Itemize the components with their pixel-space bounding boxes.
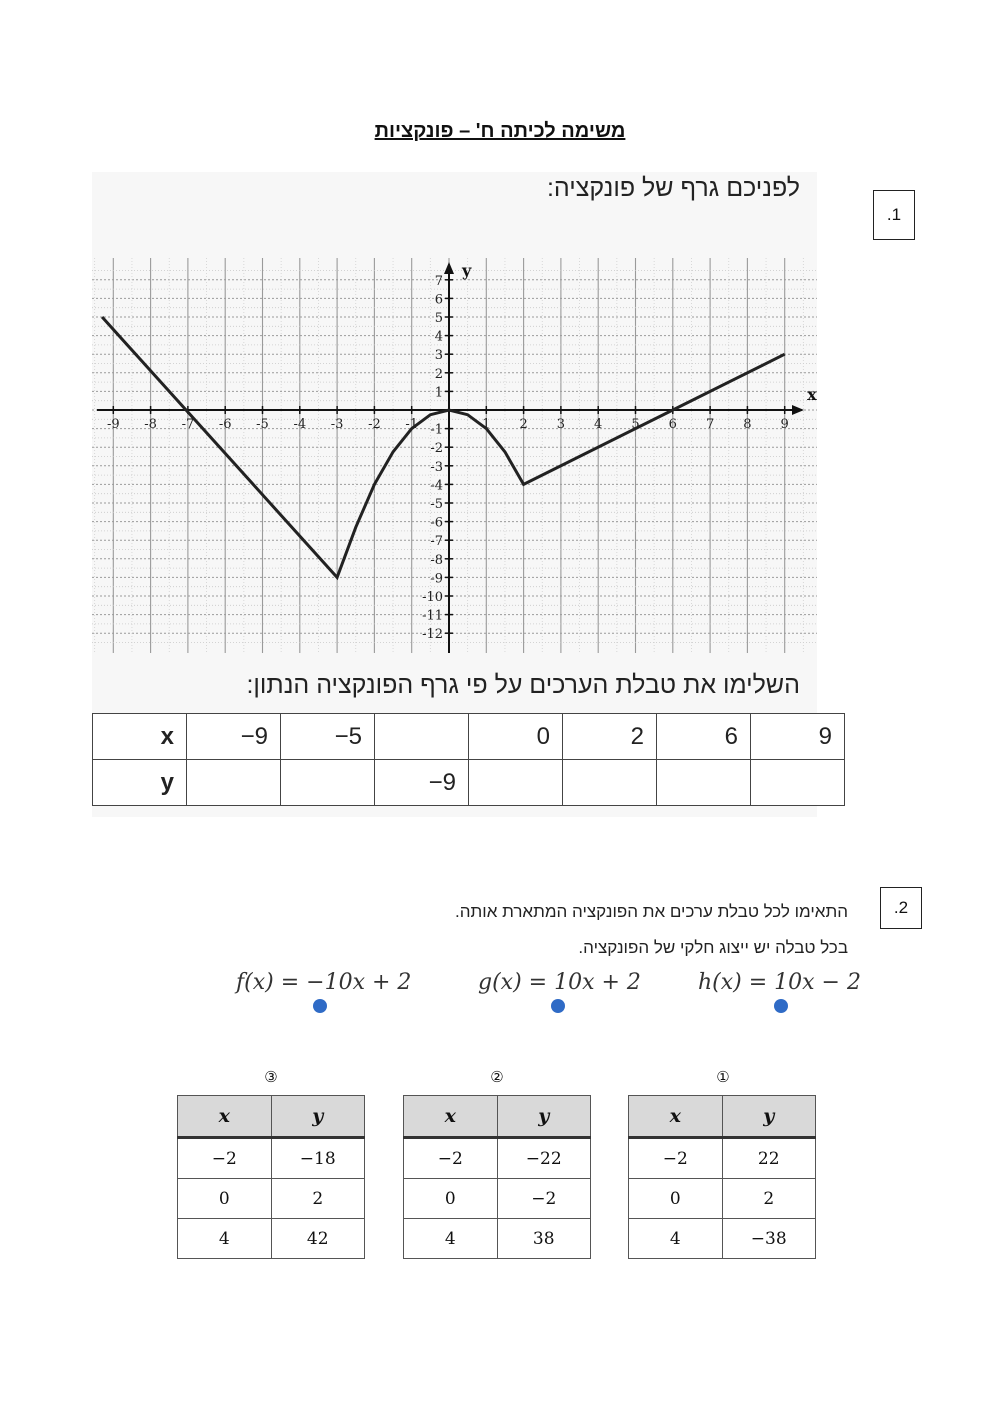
x-tick-label: 3 [556,417,566,432]
y-value-cell: −9 [375,760,469,806]
x-tick-label: 7 [705,417,715,432]
axes [97,262,804,653]
cell: −2 [629,1138,723,1179]
cell: −2 [404,1138,498,1179]
header-y: y [722,1096,816,1138]
x-tick-label: -9 [106,417,120,432]
x-tick-label: 8 [743,417,752,432]
x-tick-label: 9 [780,417,789,432]
table-row [404,1219,591,1259]
grid [92,258,817,653]
x-tick-label: -7 [181,417,195,432]
x-tick-label: -1 [405,417,419,432]
x-tick-label: -4 [293,417,307,432]
y-tick-label: -2 [430,441,443,457]
question-1-instruction: השלימו את טבלת הערכים על פי גרף הפונקציה הנתון: [246,671,800,699]
x-tick-label: -3 [330,417,344,432]
table-row [178,1219,365,1259]
cell: −38 [722,1219,816,1259]
table-marker-3: ③ [264,1069,278,1086]
table-row [629,1138,816,1179]
x-value-cell: −5 [281,714,375,760]
cell: 38 [497,1219,591,1259]
x-tick-label: 4 [594,417,603,432]
x-tick-label: -5 [256,417,269,432]
cell: 22 [722,1138,816,1179]
cell: −18 [271,1138,365,1179]
header-y: y [497,1096,591,1138]
x-value-cell: −9 [187,714,281,760]
cell: 4 [629,1219,723,1259]
cell: 2 [722,1179,816,1219]
y-value-cell[interactable] [563,760,657,806]
page-title: משימה לכיתה ח' – פונקציות [374,120,626,142]
value-table-3 [177,1095,365,1259]
x-tick-label: -8 [144,417,157,432]
question-1-prompt: לפניכם גרף של פונקציה: [546,174,800,202]
table-row [178,1138,365,1179]
y-axis-label: y [462,261,472,280]
table-row [629,1179,816,1219]
x-tick-label: 2 [519,417,528,432]
y-tick-label: 7 [434,273,443,289]
y-value-cell[interactable] [469,760,563,806]
x-value-cell: 2 [563,714,657,760]
y-tick-label: -5 [430,497,443,512]
y-tick-label: -3 [430,459,443,475]
cell: −2 [497,1179,591,1219]
function-graph [92,258,817,653]
table-marker-1: ① [716,1069,730,1086]
header-x: x [629,1096,723,1138]
value-table-1 [628,1095,816,1259]
x-axis-arrow [792,405,804,415]
cell: 2 [271,1179,365,1219]
header-x: x [178,1096,272,1138]
question-2-number: .2 [880,887,922,929]
y-tick-label: -7 [430,534,443,550]
x-tick-label: -6 [218,417,232,432]
y-tick-label: 2 [434,366,443,382]
table-marker-2: ② [490,1069,504,1086]
header-x: x [404,1096,498,1138]
y-value-cell[interactable] [751,760,845,806]
y-tick-label: -6 [430,515,443,531]
x-tick-label: 5 [631,417,640,432]
values-row-y [93,760,845,806]
table-row [404,1138,591,1179]
y-tick-label: -9 [430,571,443,587]
y-tick-label: -12 [422,627,443,643]
match-dot-h[interactable] [774,999,788,1013]
match-dot-g[interactable] [551,999,565,1013]
y-tick-label: 1 [434,385,443,401]
formula-g: g(x) = 10x + 2 [478,970,641,995]
table-row [178,1179,365,1219]
values-table [92,713,845,806]
x-label-cell: x [93,714,187,760]
x-value-cell: 0 [469,714,563,760]
y-tick-label: -1 [430,422,443,438]
y-tick-label: 4 [434,329,443,345]
match-dot-f[interactable] [313,999,327,1013]
cell: 42 [271,1219,365,1259]
y-tick-label: -8 [430,552,443,568]
x-value-cell: 9 [751,714,845,760]
formula-f: f(x) = −10x + 2 [236,970,412,995]
y-label-cell: y [93,760,187,806]
cell: 4 [404,1219,498,1259]
cell: −22 [497,1138,591,1179]
y-tick-label: 5 [434,311,443,326]
table-row [404,1179,591,1219]
cell: −2 [178,1138,272,1179]
y-value-cell[interactable] [281,760,375,806]
y-tick-label: 3 [434,348,443,364]
x-value-cell[interactable] [375,714,469,760]
question-2-note: בכל טבלה יש ייצוג חלקי של הפונקציה. [578,938,848,957]
cell: 4 [178,1219,272,1259]
question-1-number: .1 [873,190,915,240]
cell: 0 [629,1179,723,1219]
x-tick-label: 1 [482,417,491,432]
y-tick-label: 6 [434,292,443,308]
y-tick-label: -11 [422,608,443,624]
y-tick-label: -4 [430,478,443,494]
y-value-cell[interactable] [657,760,751,806]
formula-h: h(x) = 10x − 2 [698,970,861,995]
question-2-instruction: התאימו לכל טבלת ערכים את הפונקציה המתארת אותה. [455,902,848,921]
y-value-cell[interactable] [187,760,281,806]
values-row-x [93,714,845,760]
cell: 0 [178,1179,272,1219]
x-axis-label: x [807,385,817,404]
value-table-2 [403,1095,591,1259]
x-value-cell: 6 [657,714,751,760]
y-tick-label: -10 [422,590,443,605]
header-y: y [271,1096,365,1138]
y-axis-arrow [444,262,454,274]
x-tick-label: 6 [668,417,677,432]
x-tick-label: -2 [368,417,381,432]
cell: 0 [404,1179,498,1219]
table-row [629,1219,816,1259]
